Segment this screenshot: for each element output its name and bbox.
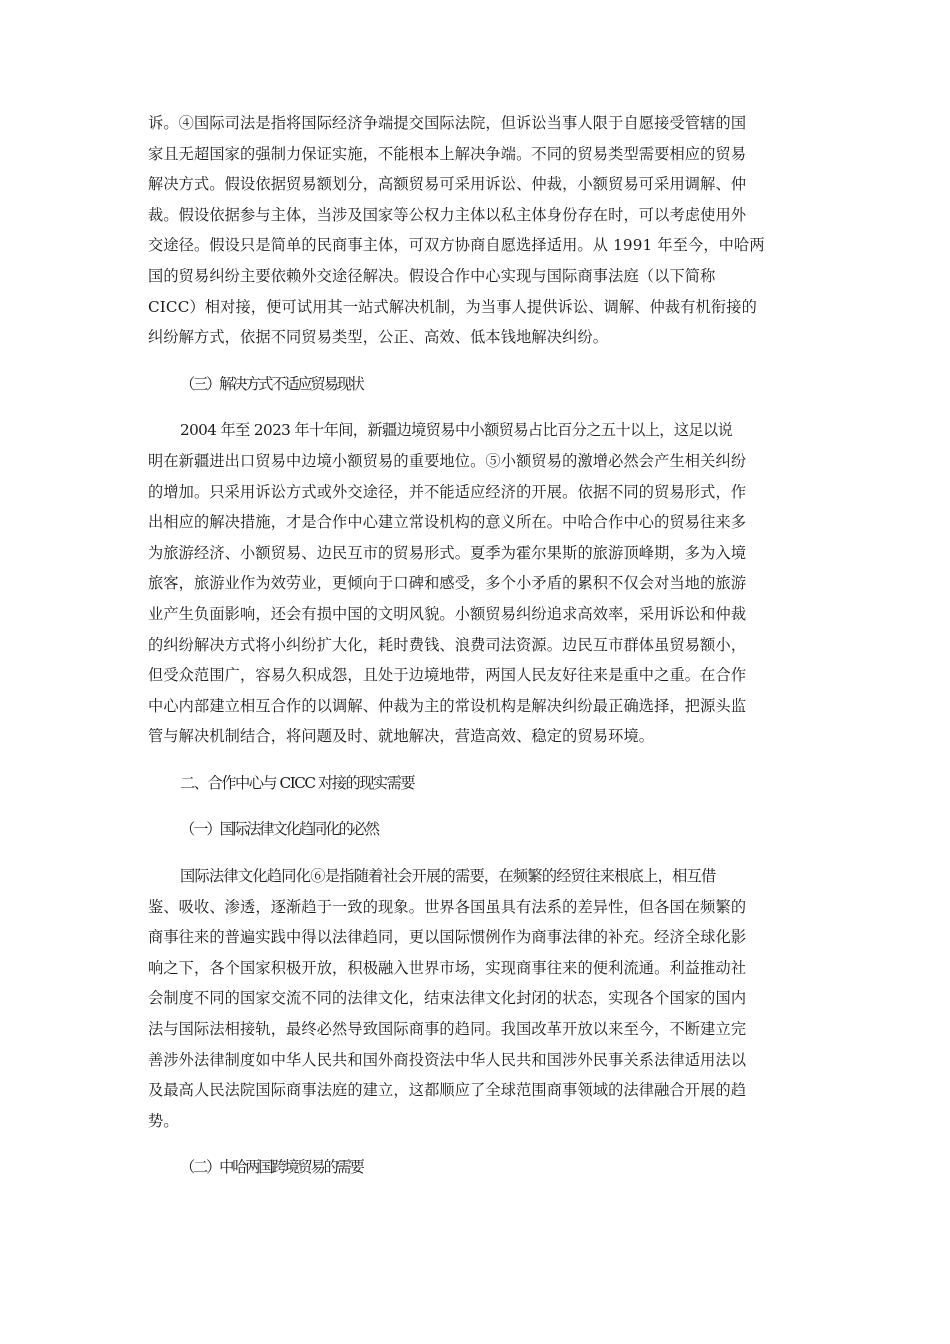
text-line: 业产生负面影响，还会有损中国的文明风貌。小额贸易纠纷追求高效率，采用诉讼和仲裁 — [148, 604, 747, 623]
text-line: 国的贸易纠纷主要依赖外交途径解决。假设合作中心实现与国际商事法庭（以下简称 — [148, 266, 716, 285]
document-page — [148, 108, 802, 1183]
text-line: 出相应的解决措施，才是合作中心建立常设机构的意义所在。中哈合作中心的贸易往来多 — [148, 513, 747, 532]
text-line: 交途径。假设只是简单的民商事主体，可双方协商自愿选择适用。从 1991 年至今，中哈两 — [148, 236, 765, 255]
subsection-heading-2 — [148, 1152, 802, 1183]
subsection-heading-1 — [148, 814, 802, 845]
section-heading-2 — [148, 768, 802, 799]
text-line: 2004 年至 2023 年十年间，新疆边境贸易中小额贸易占比百分之五十以上，这足以说 — [180, 421, 733, 440]
heading-text: （一）国际法律文化趋同化的必然 — [180, 820, 379, 839]
text-line: 旅客，旅游业作为效劳业，更倾向于口碑和感受，多个小矛盾的累积不仅会对当地的旅游 — [148, 574, 747, 593]
text-line: 会制度不同的国家交流不同的法律文化，结束法律文化封闭的状态，实现各个国家的国内 — [148, 989, 747, 1008]
text-line: CICC）相对接，便可试用其一站式解决机制，为当事人提供诉讼、调解、仲裁有机衔接的 — [148, 297, 757, 316]
paragraph-legal-convergence — [148, 861, 802, 1136]
text-line: 诉。④国际司法是指将国际经济争端提交国际法院，但诉讼当事人限于自愿接受管辖的国 — [148, 114, 747, 132]
text-line: 及最高人民法院国际商事法庭的建立，这都顺应了全球范围商事领域的法律融合开展的趋 — [148, 1081, 747, 1100]
text-line: 中心内部建立相互合作的以调解、仲裁为主的常设机构是解决纠纷最正确选择，把源头监 — [148, 696, 747, 715]
heading-text: （二）中哈两国跨境贸易的需要 — [180, 1158, 363, 1177]
text-line: 明在新疆进出口贸易中边境小额贸易的重要地位。⑤小额贸易的激增必然会产生相关纠纷 — [148, 451, 747, 470]
text-line: 响之下，各个国家积极开放，积极融入世界市场，实现商事往来的便利流通。利益推动社 — [148, 958, 747, 977]
text-line: 解决方式。假设依据贸易额划分，高额贸易可采用诉讼、仲裁，小额贸易可采用调解、仲 — [148, 175, 747, 194]
text-line: 管与解决机制结合，将问题及时、就地解决，营造高效、稳定的贸易环境。 — [148, 727, 655, 746]
text-line: 鉴、吸收、渗透，逐渐趋于一致的现象。世界各国虽具有法系的差异性，但各国在频繁的 — [148, 897, 747, 916]
text-line: 裁。假设依据参与主体，当涉及国家等公权力主体以私主体身份存在时，可以考虑使用外 — [148, 205, 747, 224]
text-line: 商事往来的普遍实践中得以法律趋同，更以国际惯例作为商事法律的补充。经济全球化影 — [148, 928, 747, 947]
text-line: 法与国际法相接轨，最终必然导致国际商事的趋同。我国改革开放以来至今，不断建立完 — [148, 1020, 747, 1039]
paragraph-dispute-resolution-methods — [148, 108, 802, 353]
paragraph-trade-status — [148, 415, 802, 752]
text-line: 国际法律文化趋同化⑥是指随着社会开展的需要，在频繁的经贸往来根底上，相互借 — [180, 867, 716, 886]
text-line: 为旅游经济、小额贸易、边民互市的贸易形式。夏季为霍尔果斯的旅游顶峰期，多为入境 — [148, 543, 747, 562]
text-line: 的增加。只采用诉讼方式或外交途径，并不能适应经济的开展。依据不同的贸易形式，作 — [148, 482, 747, 501]
text-line: 善涉外法律制度如中华人民共和国外商投资法中华人民共和国涉外民事关系法律适用法以 — [148, 1050, 747, 1069]
heading-text: （三）解决方式不适应贸易现状 — [180, 374, 363, 393]
heading-text: 二、合作中心与 CICC 对接的现实需要 — [180, 773, 415, 792]
text-line: 的纠纷解决方式将小纠纷扩大化，耗时费钱、浪费司法资源。边民互市群体虽贸易额小， — [148, 635, 747, 654]
text-line: 纠纷解方式，依据不同贸易类型，公正、高效、低本钱地解决纠纷。 — [148, 328, 609, 347]
text-line: 家且无超国家的强制力保证实施，不能根本上解决争端。不同的贸易类型需要相应的贸易 — [148, 144, 747, 163]
text-line: 但受众范围广，容易久积成怨，且处于边境地带，两国人民友好往来是重中之重。在合作 — [148, 666, 747, 685]
section-heading-3 — [148, 369, 802, 400]
text-line: 势。 — [148, 1111, 179, 1130]
